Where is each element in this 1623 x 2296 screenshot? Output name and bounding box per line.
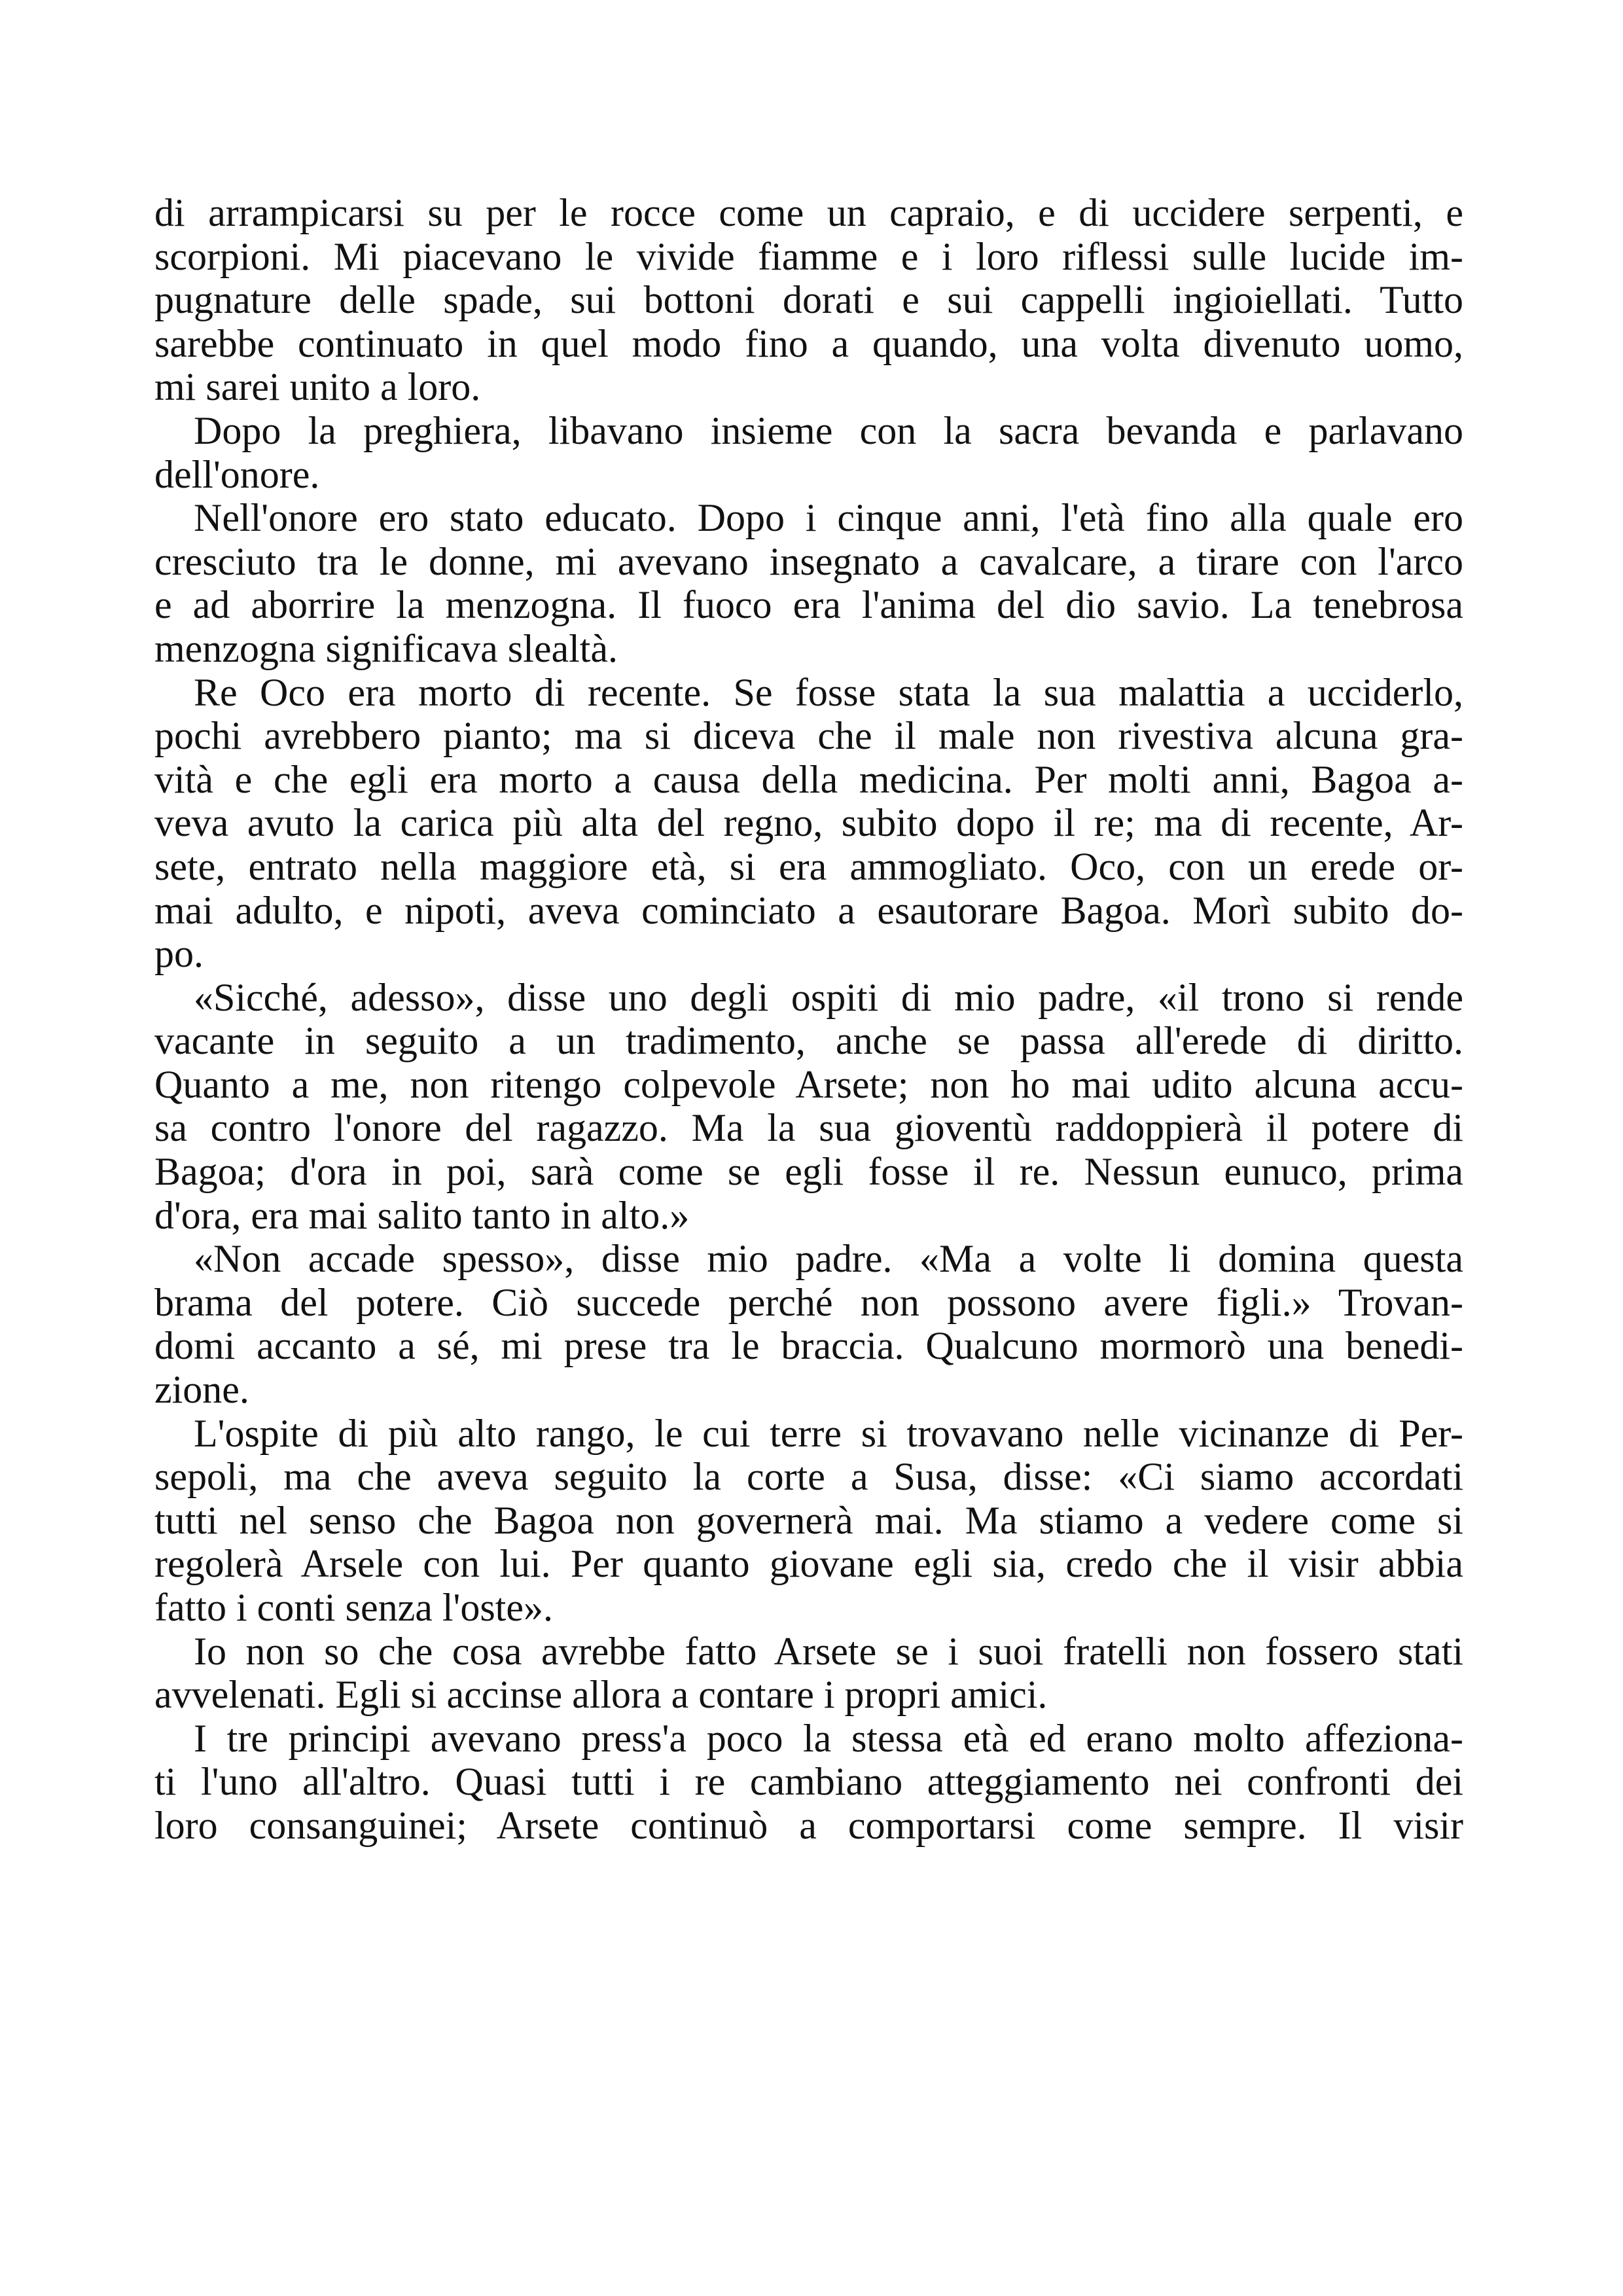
- text-line: di arrampicarsi su per le rocce come un capraio, e di uccidere serpenti, e: [154, 191, 1463, 234]
- text-line: brama del potere. Ciò succede perché non possono avere figli.» Trovan-: [154, 1280, 1463, 1324]
- text-line: e ad aborrire la menzogna. Il fuoco era l'anima del dio savio. La tenebrosa: [154, 583, 1463, 627]
- text-line: scorpioni. Mi piacevano le vivide fiamme e i loro riflessi sulle lucide im-: [154, 234, 1463, 278]
- text-line: sepoli, ma che aveva seguito la corte a Susa, disse: «Ci siamo accordati: [154, 1455, 1463, 1499]
- text-line: I tre principi avevano press'a poco la stessa età ed erano molto affeziona-: [194, 1716, 1463, 1760]
- text-line: Dopo la preghiera, libavano insieme con la sacra bevanda e parlavano: [194, 408, 1463, 452]
- text-line: ti l'uno all'altro. Quasi tutti i re cambiano atteggiamento nei confronti dei: [154, 1760, 1463, 1804]
- text-line: sa contro l'onore del ragazzo. Ma la sua gioventù raddoppierà il potere di: [154, 1106, 1463, 1150]
- text-line: vacante in seguito a un tradimento, anche se passa all'erede di diritto.: [154, 1019, 1463, 1063]
- text-line: sarebbe continuato in quel modo fino a quando, una volta divenuto uomo,: [154, 321, 1463, 365]
- text-line: menzogna significava slealtà.: [154, 626, 618, 670]
- text-line: vità e che egli era morto a causa della medicina. Per molti anni, Bagoa a-: [154, 757, 1463, 801]
- text-line: veva avuto la carica più alta del regno, subito dopo il re; ma di recente, Ar-: [154, 801, 1463, 845]
- text-line: pochi avrebbero pianto; ma si diceva che il male non rivestiva alcuna gra-: [154, 714, 1463, 758]
- text-line: mi sarei unito a loro.: [154, 365, 481, 409]
- text-line: dell'onore.: [154, 452, 320, 496]
- text-line: tutti nel senso che Bagoa non governerà mai. Ma stiamo a vedere come si: [154, 1498, 1463, 1542]
- text-line: mai adulto, e nipoti, aveva cominciato a esautorare Bagoa. Morì subito do-: [154, 888, 1463, 932]
- text-line: po.: [154, 932, 204, 976]
- text-line: Quanto a me, non ritengo colpevole Arsete; non ho mai udito alcuna accu-: [154, 1062, 1463, 1106]
- text-line: Io non so che cosa avrebbe fatto Arsete se i suoi fratelli non fossero stati: [194, 1629, 1463, 1673]
- text-line: regolerà Arsele con lui. Per quanto giovane egli sia, credo che il visir abbia: [154, 1542, 1463, 1586]
- text-line: «Sicché, adesso», disse uno degli ospiti di mio padre, «il trono si rende: [194, 975, 1463, 1019]
- text-line: domi accanto a sé, mi prese tra le braccia. Qualcuno mormorò una benedi-: [154, 1324, 1463, 1368]
- text-line: L'ospite di più alto rango, le cui terre si trovavano nelle vicinanze di Per-: [194, 1411, 1463, 1455]
- text-line: d'ora, era mai salito tanto in alto.»: [154, 1193, 690, 1237]
- text-line: loro consanguinei; Arsete continuò a comportarsi come sempre. Il visir: [154, 1803, 1463, 1847]
- body-text: [154, 191, 1463, 1848]
- text-line: pugnature delle spade, sui bottoni dorati e sui cappelli ingioiellati. Tutto: [154, 278, 1463, 322]
- text-line: Nell'onore ero stato educato. Dopo i cinque anni, l'età fino alla quale ero: [194, 496, 1463, 540]
- text-line: cresciuto tra le donne, mi avevano insegnato a cavalcare, a tirare con l'arco: [154, 539, 1463, 583]
- text-line: zione.: [154, 1368, 249, 1412]
- text-line: sete, entrato nella maggiore età, si era ammogliato. Oco, con un erede or-: [154, 844, 1463, 888]
- text-line: «Non accade spesso», disse mio padre. «Ma a volte li domina questa: [194, 1237, 1463, 1281]
- text-line: Re Oco era morto di recente. Se fosse stata la sua malattia a ucciderlo,: [194, 670, 1463, 714]
- text-line: fatto i conti senza l'oste».: [154, 1586, 553, 1629]
- text-line: Bagoa; d'ora in poi, sarà come se egli fosse il re. Nessun eunuco, prima: [154, 1150, 1463, 1194]
- text-line: avvelenati. Egli si accinse allora a contare i propri amici.: [154, 1673, 1048, 1717]
